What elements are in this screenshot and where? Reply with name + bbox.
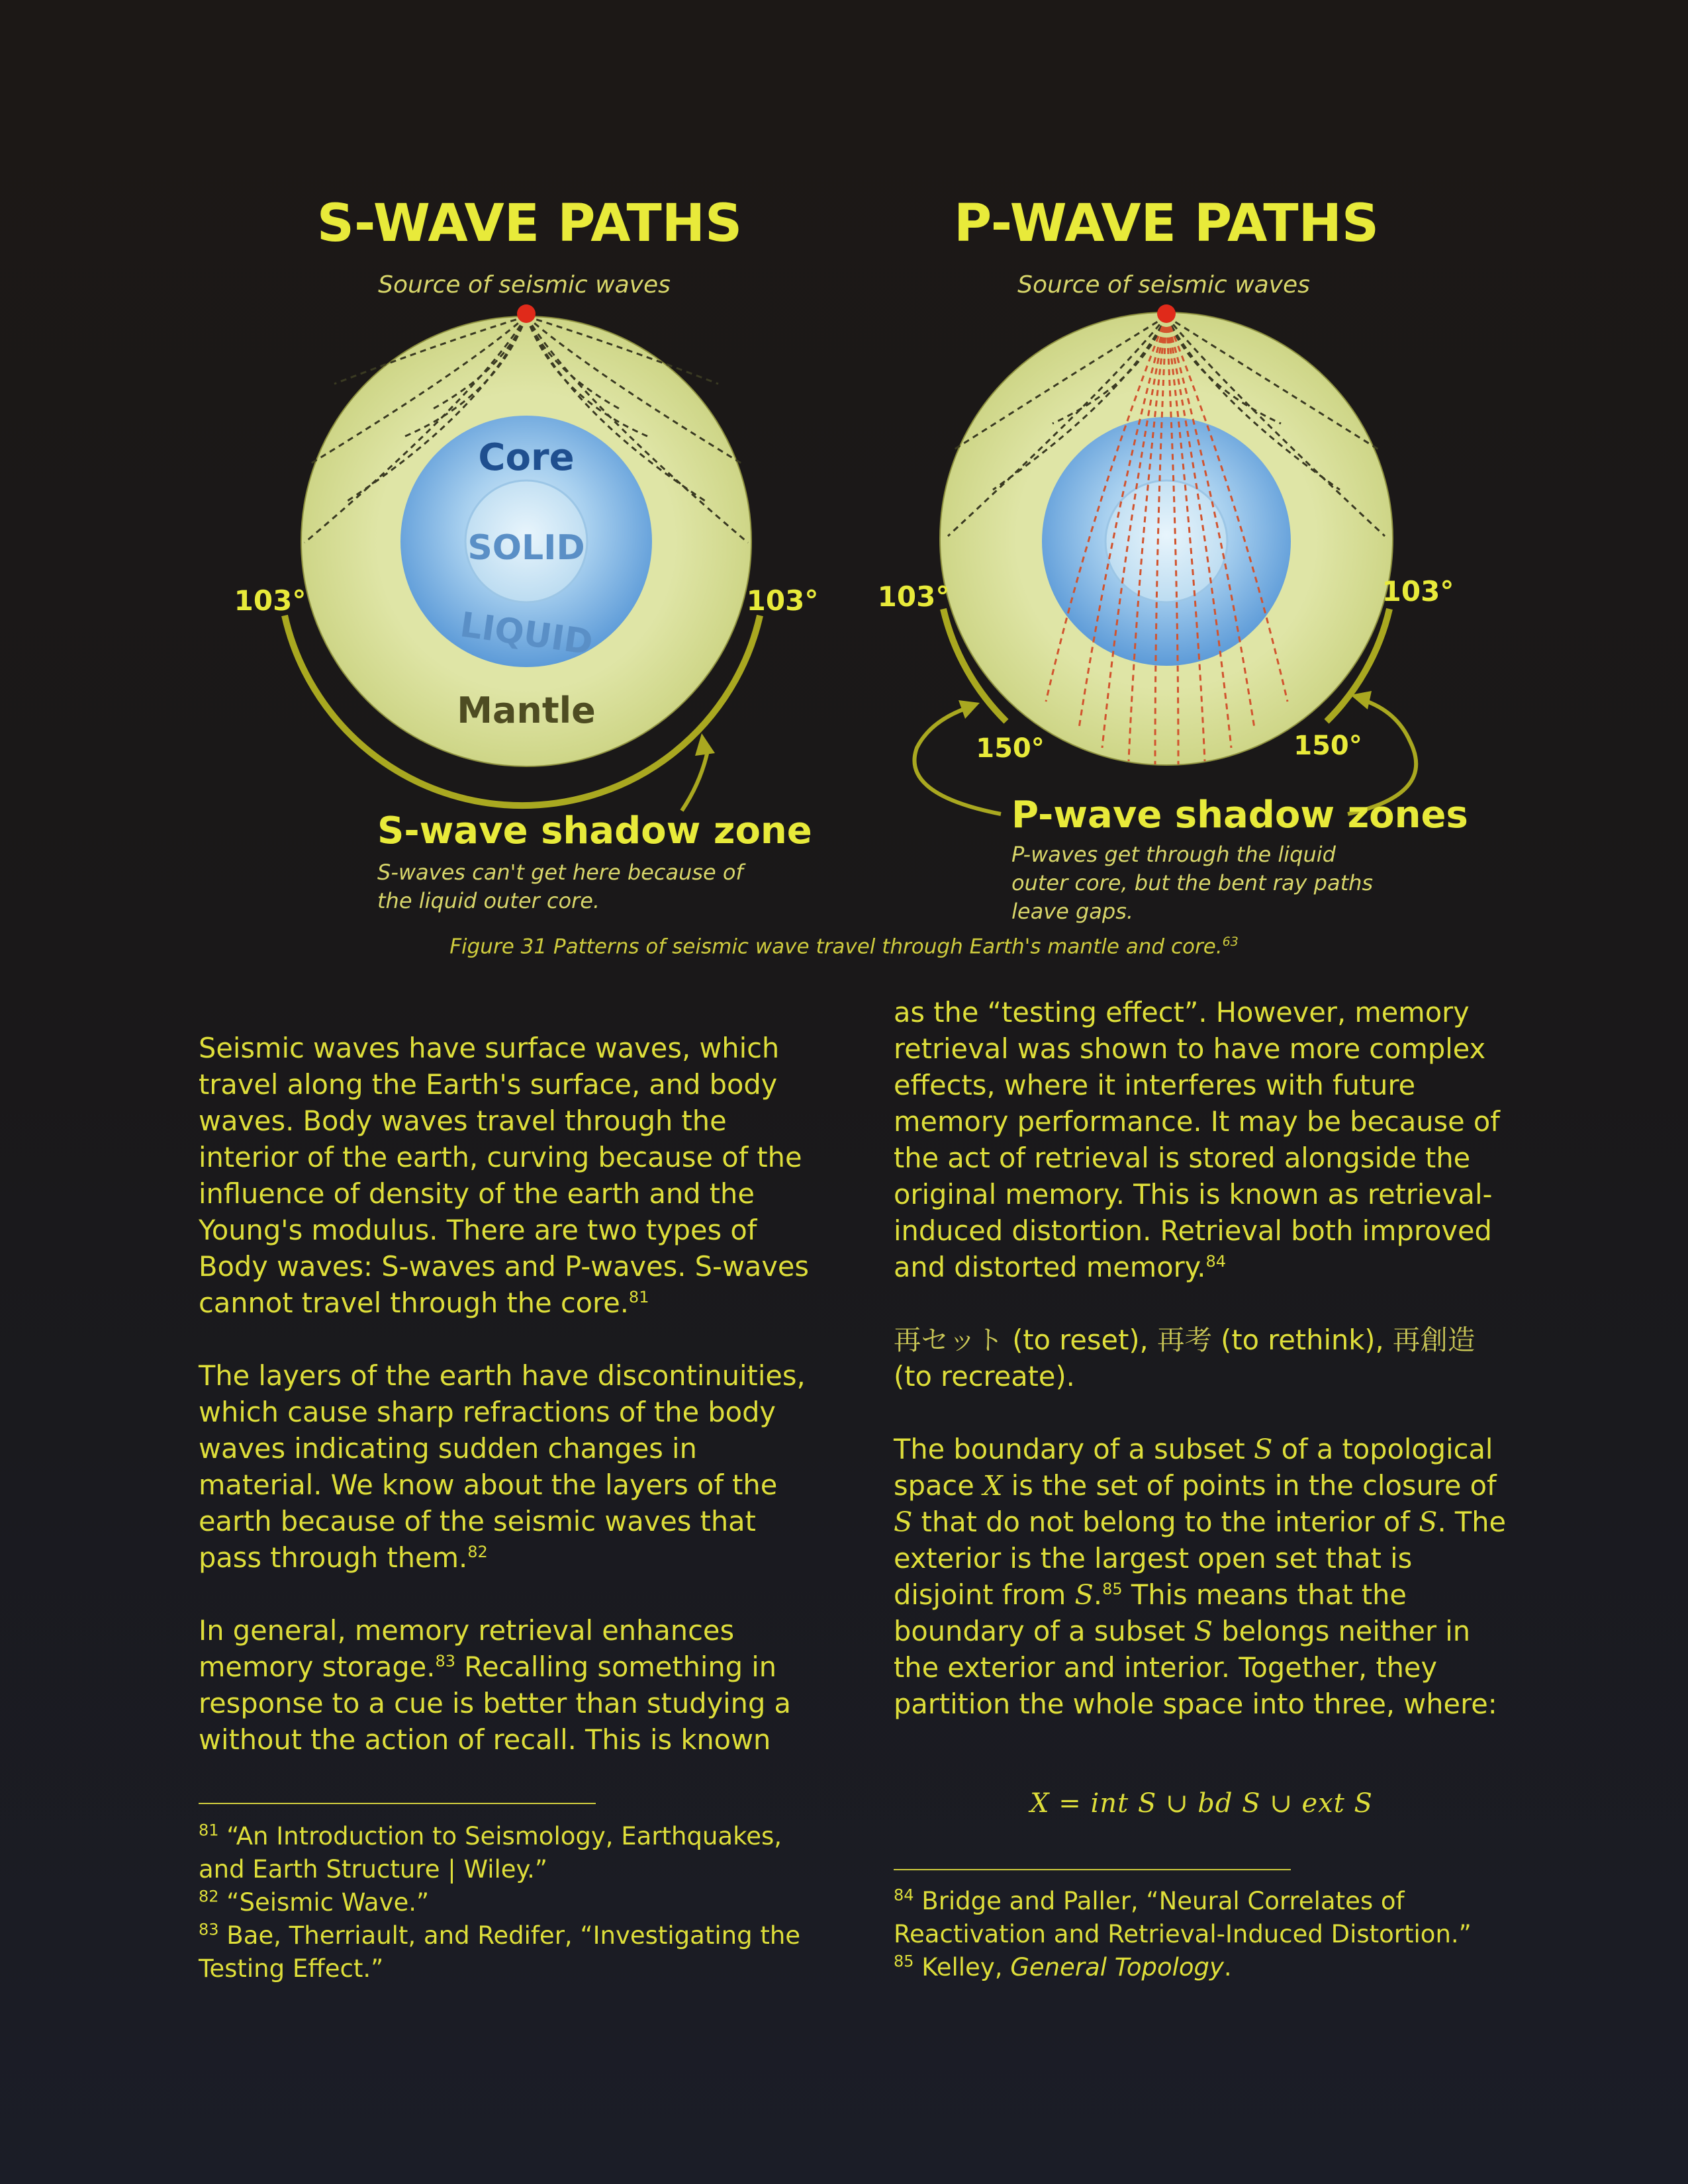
boundary-equation: X = int S ∪ bd S ∪ ext S bbox=[1030, 1788, 1373, 1819]
footnote-85-num: 85 bbox=[894, 1952, 914, 1971]
right-p2-t2: (to rethink), bbox=[1211, 1324, 1393, 1356]
right-p3-e: . The exterior is the largest open set that is disjoint from bbox=[894, 1506, 1507, 1611]
footnote-rule-left bbox=[199, 1803, 596, 1804]
right-p3-a: The boundary of a subset bbox=[894, 1433, 1254, 1465]
s-angle-left: 103° bbox=[234, 584, 306, 617]
s-core-label: Core bbox=[478, 436, 575, 479]
footnote-82-text: “Seismic Wave.” bbox=[218, 1888, 430, 1917]
s-liquid-label: LIQUID bbox=[457, 605, 596, 663]
math-S-3: S bbox=[1419, 1506, 1438, 1538]
footnote-83-num: 83 bbox=[199, 1920, 219, 1939]
footnote-82-num: 82 bbox=[199, 1887, 219, 1906]
math-S-1: S bbox=[1254, 1433, 1273, 1465]
s-source-label: Source of seismic waves bbox=[378, 271, 671, 298]
left-paragraph-2 bbox=[199, 1357, 821, 1576]
left-paragraph-3 bbox=[199, 1612, 821, 1758]
s-solid-label: SOLID bbox=[467, 528, 585, 568]
p-wave-panel bbox=[878, 194, 1468, 924]
right-paragraph-2 bbox=[894, 1322, 1509, 1394]
s-shadow-pointer bbox=[682, 748, 708, 811]
s-angle-right: 103° bbox=[746, 584, 819, 617]
p-angle-left: 103° bbox=[877, 580, 950, 613]
s-wave-title: S-WAVE PATHS bbox=[316, 194, 743, 253]
p-shadow-desc-3: leave gaps. bbox=[1011, 899, 1134, 924]
footnote-84 bbox=[894, 1885, 1529, 1951]
footnote-85-text-b: . bbox=[1223, 1953, 1232, 1981]
footnote-85-title: General Topology bbox=[1010, 1953, 1224, 1981]
right-p1-text: as the “testing effect”. However, memory retrieval was shown to have more complex effects, where it interferes with future memory performance. It may be because of the act of retrieval is stored alongside the original memory. This is known as retrieval-induced distortion. Retrieval both improved and distorted memory. bbox=[894, 996, 1500, 1283]
footnotes-right bbox=[894, 1885, 1529, 1984]
s-shadow-arrowhead bbox=[695, 733, 715, 756]
footnote-81-text: “An Introduction to Seismology, Earthquakes, and Earth Structure | Wiley.” bbox=[199, 1822, 782, 1884]
right-paragraph-1 bbox=[894, 994, 1509, 1285]
left-p3-text-a: In general, memory retrieval enhances memory storage. bbox=[199, 1614, 735, 1683]
footnote-ref-82[interactable]: 82 bbox=[467, 1543, 488, 1562]
left-column bbox=[199, 1030, 821, 1794]
s-shadow-title: S-wave shadow zone bbox=[377, 809, 812, 852]
footnotes-left bbox=[199, 1820, 834, 1985]
p-shadow-title: P-wave shadow zones bbox=[1011, 794, 1468, 837]
p-shadow-desc-1: P-waves get through the liquid bbox=[1011, 842, 1336, 867]
jp-reset: 再セット bbox=[894, 1324, 1004, 1356]
footnote-81 bbox=[199, 1820, 834, 1886]
seismic-figure bbox=[0, 0, 1688, 979]
s-shadow-desc-2: the liquid outer core. bbox=[377, 888, 600, 913]
footnote-85-text-a: Kelley, bbox=[914, 1953, 1011, 1981]
left-p3-text-b: Recalling something in response to a cue is better than studying a without the action of recall. This is known bbox=[199, 1651, 791, 1756]
footnote-84-text: Bridge and Paller, “Neural Correlates of Reactivation and Retrieval-Induced Distortion.” bbox=[894, 1887, 1472, 1948]
footnote-ref-84[interactable]: 84 bbox=[1205, 1252, 1227, 1271]
jp-rethink: 再考 bbox=[1156, 1324, 1212, 1356]
right-p3-f: . bbox=[1093, 1578, 1103, 1611]
left-p2-text: The layers of the earth have discontinuities, which cause sharp refractions of the body waves indicating sudden changes in material. We know about the layers of the earth because of the seismic waves that pass through them. bbox=[199, 1359, 806, 1574]
seismic-diagram bbox=[0, 0, 1688, 979]
figure-caption-text: Figure 31 Patterns of seismic wave travel through Earth's mantle and core. bbox=[449, 934, 1223, 959]
p-source-label: Source of seismic waves bbox=[1017, 271, 1310, 298]
right-paragraph-3 bbox=[894, 1431, 1509, 1722]
s-shadow-desc-1: S-waves can't get here because of bbox=[377, 860, 743, 885]
footnote-ref-81[interactable]: 81 bbox=[628, 1288, 649, 1307]
right-p2-t1: (to reset), bbox=[1004, 1324, 1157, 1356]
math-S-4: S bbox=[1074, 1578, 1094, 1611]
footnote-ref-85[interactable]: 85 bbox=[1102, 1580, 1123, 1599]
p-wave-title: P-WAVE PATHS bbox=[953, 194, 1380, 253]
footnote-ref-83[interactable]: 83 bbox=[435, 1652, 455, 1671]
figure-caption bbox=[0, 934, 1688, 958]
s-wave-panel bbox=[234, 194, 819, 913]
right-p3-b: of a topological space bbox=[894, 1433, 1493, 1502]
footnote-83 bbox=[199, 1919, 834, 1985]
footnote-rule-right bbox=[894, 1869, 1291, 1870]
figure-caption-ref: 63 bbox=[1222, 934, 1239, 949]
p-angle-right: 103° bbox=[1382, 575, 1454, 608]
math-S-2: S bbox=[894, 1506, 913, 1538]
p-source-dot bbox=[1157, 304, 1176, 323]
p-shadow-desc-2: outer core, but the bent ray paths bbox=[1011, 870, 1374, 895]
p-angle-150-left: 150° bbox=[976, 733, 1045, 764]
footnote-85 bbox=[894, 1951, 1529, 1984]
footnote-82 bbox=[199, 1886, 834, 1919]
right-p2-t3: (to recreate). bbox=[894, 1360, 1075, 1392]
left-paragraph-1 bbox=[199, 1030, 821, 1321]
left-p1-text: Seismic waves have surface waves, which travel along the Earth's surface, and body waves. Body waves travel through the interior of the earth, curving because of the influence of density of the earth and the Young's modulus. There are two types of Body waves: S-waves and P-waves. S-waves cannot travel through the core. bbox=[199, 1032, 810, 1319]
jp-recreate: 再創造 bbox=[1392, 1324, 1476, 1356]
footnote-81-num: 81 bbox=[199, 1821, 219, 1840]
footnote-83-text: Bae, Therriault, and Redifer, “Investigating the Testing Effect.” bbox=[199, 1921, 801, 1983]
p-angle-150-right: 150° bbox=[1293, 731, 1362, 761]
right-p3-h: belongs neither in the exterior and interior. Together, they partition the whole space into three, where: bbox=[894, 1615, 1497, 1720]
s-mantle-label: Mantle bbox=[457, 690, 596, 731]
right-column bbox=[894, 994, 1509, 1758]
right-p3-g: This means that the boundary of a subset bbox=[894, 1578, 1407, 1647]
right-p3-d: that do not belong to the interior of bbox=[912, 1506, 1419, 1538]
footnote-84-num: 84 bbox=[894, 1886, 914, 1905]
p-inner-core bbox=[1105, 480, 1227, 602]
math-S-5: S bbox=[1194, 1615, 1213, 1647]
right-p3-c: is the set of points in the closure of bbox=[1002, 1469, 1497, 1502]
s-source-dot bbox=[517, 304, 536, 323]
math-X: X bbox=[982, 1469, 1003, 1502]
